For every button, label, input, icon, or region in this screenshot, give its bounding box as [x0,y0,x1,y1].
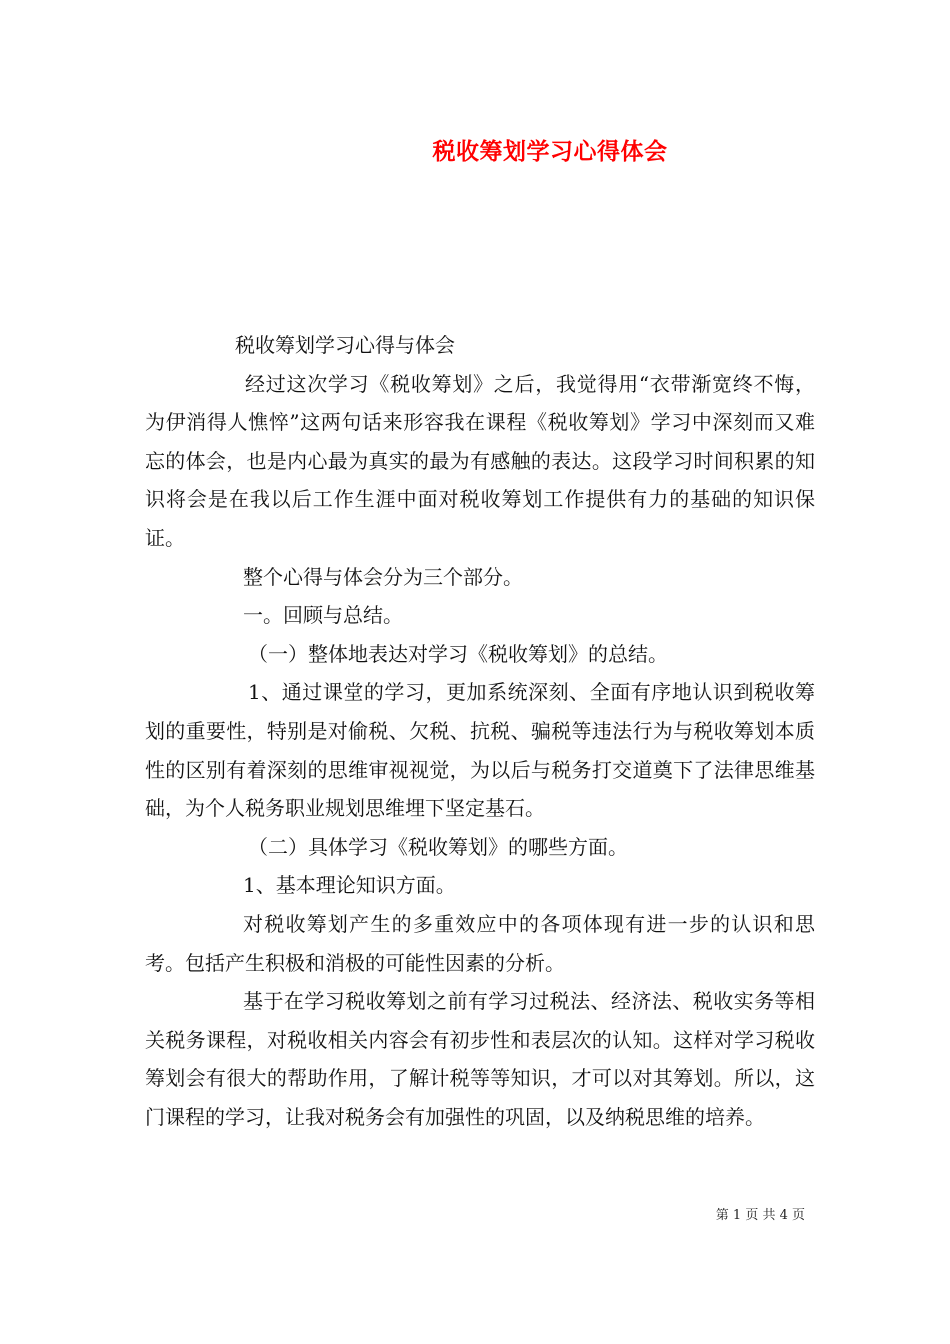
heading-subsection-one: （一）整体地表达对学习《税收筹划》的总结。 [248,641,668,666]
paragraph-structure: 整个心得与体会分为三个部分。 [243,564,523,589]
paragraph-background: 基于在学习税收筹划之前有学习过税法、经济法、税收实务等相关税务课程，对税收相关内容会有初步性和表层次的认知。这样对学习税收筹划会有很大的帮助作用，了解计税等等知识，才可以对其筹划。所以，这门课程的学习，让我对税务会有加强性的巩固，以及纳税思维的培养。 [145,989,815,1129]
paragraph-theory: 对税收筹划产生的多重效应中的各项体现有进一步的认识和思考。包括产生积极和消极的可能性因素的分析。 [145,911,815,975]
page-number-footer: 第 1 页 共 4 页 [715,1208,805,1223]
heading-part-one: 一。回顾与总结。 [243,603,403,628]
section-heading: 税收筹划学习心得与体会 [235,333,455,357]
heading-theory: 1、基本理论知识方面。 [243,873,456,898]
paragraph-intro: 经过这次学习《税收筹划》之后，我觉得用“衣带渐宽终不悔，为伊消得人憔悴”这两句话来形容我在课程《税收筹划》学习中深刻而又难忘的体会，也是内心最为真实的最为有感触的表达。这段学习时间积累的知识将会是在我以后工作生涯中面对税收筹划工作提供有力的基础的知识保证。 [145,371,815,550]
heading-subsection-two: （二）具体学习《税收筹划》的哪些方面。 [248,834,628,859]
document-title: 税收筹划学习心得体会 [432,138,668,165]
paragraph-point-one: 1、通过课堂的学习，更加系统深刻、全面有序地认识到税收筹划的重要性，特别是对偷税、欠税、抗税、骗税等违法行为与税收筹划本质性的区别有着深刻的思维审视视觉，为以后与税务打交道奠下了法律思维基础，为个人税务职业规划思维埋下坚定基石。 [145,680,815,821]
document-body [145,326,815,1136]
